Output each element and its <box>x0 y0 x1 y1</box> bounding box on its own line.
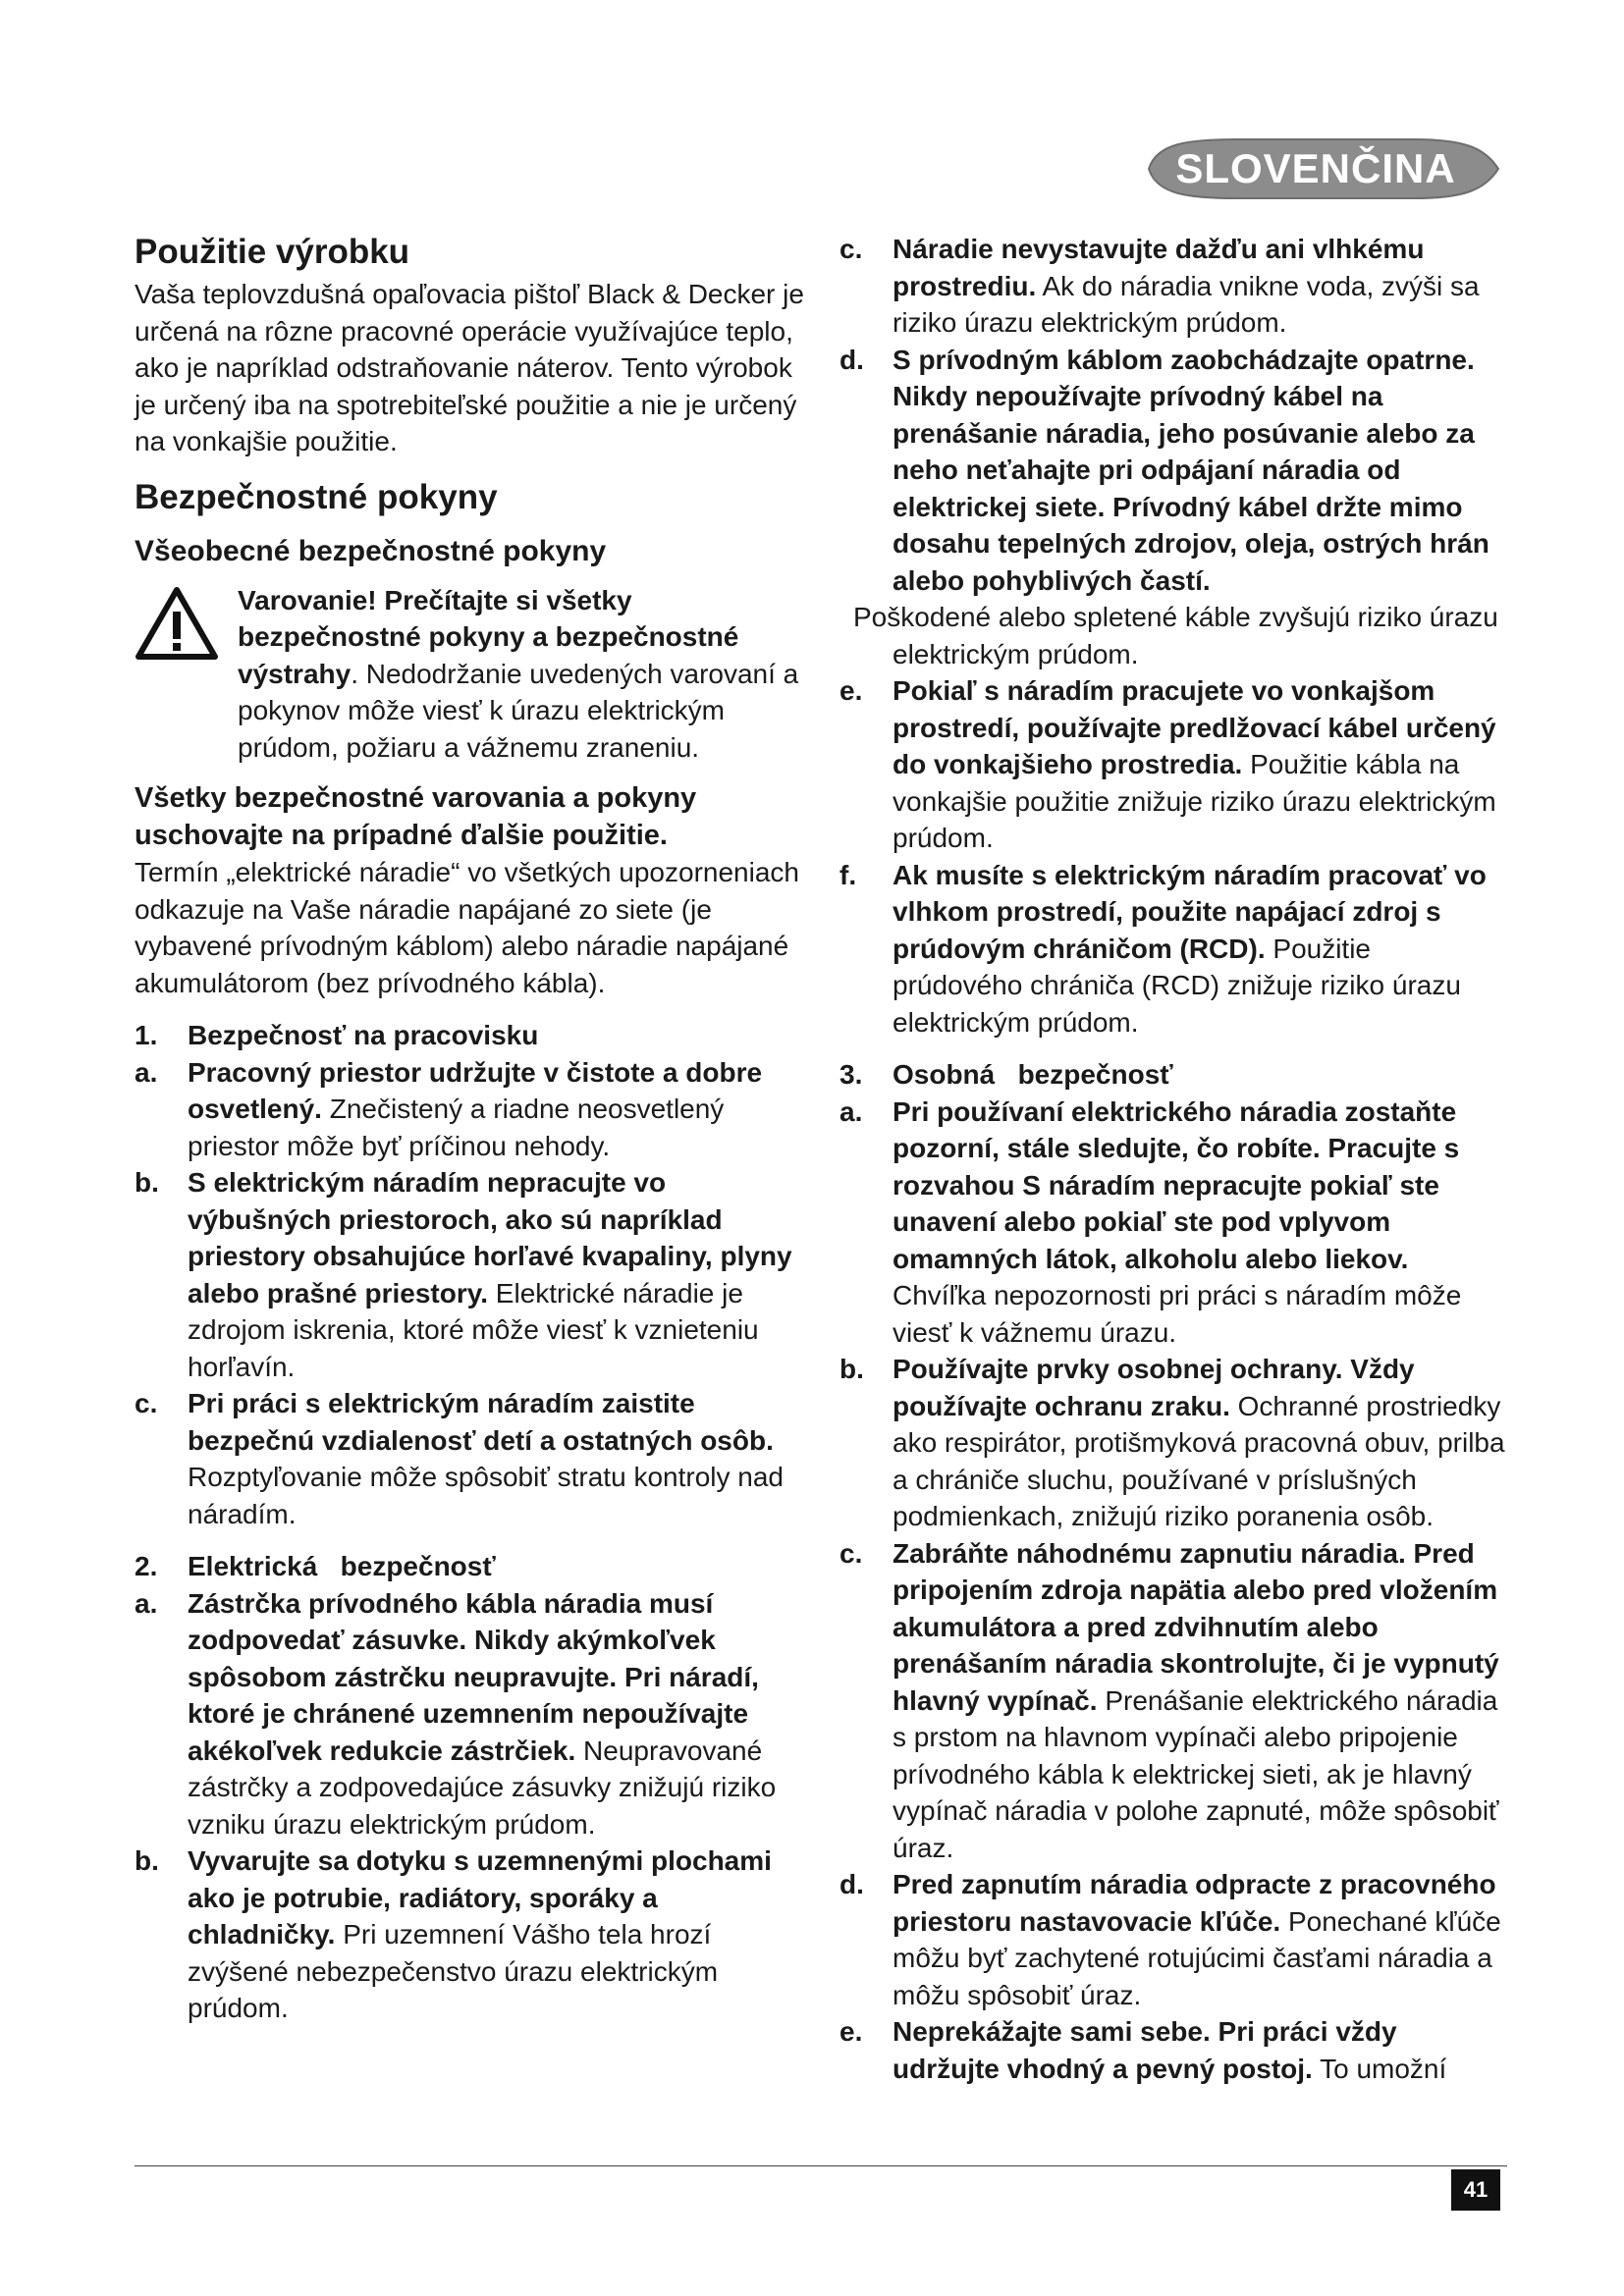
item-text: To umožní <box>1312 2053 1447 2084</box>
item-bold: Zabráňte náhodnému zapnutiu náradia. Pred pripojením zdroja napätia alebo pred vložením akumulátora a pred zdvihnutím alebo prenášaním náradia skontrolujte, či je vypnutý hlavný vypínač. <box>893 1537 1499 1716</box>
item-mark: d. <box>839 344 864 375</box>
item-text: Použitie prúdového chrániča (RCD) znižuje riziko úrazu elektrickým prúdom. <box>893 933 1461 1038</box>
item-bold: Pred zapnutím náradia odpracte z pracovného priestoru nastavovacie kľúče. <box>893 1869 1496 1937</box>
item-text: Prenášanie elektrického náradia s prstom na hlavnom vypínači alebo pripojenie prívodného kábla k elektrickej sieti, ak je hlavný vypínač náradia v polohe zapnuté, môže spôsobiť úraz. <box>893 1684 1499 1863</box>
list-item <box>839 672 1507 857</box>
item-text: Neupravované zástrčky a zodpovedajúce zásuvky znižujú riziko vzniku úrazu elektrickým prúdom. <box>188 1735 777 1840</box>
item-bold: Neprekážajte sami sebe. Pri práci vždy udržujte vhodný a pevný postoj. <box>893 2016 1397 2084</box>
section-2-number: 2. <box>135 1551 158 1581</box>
warning-block <box>135 582 812 767</box>
item-text: Ak do náradia vnikne voda, zvýši sa riziko úrazu elektrickým prúdom. <box>893 270 1480 338</box>
left-column <box>135 231 812 2027</box>
usage-text: Vaša teplovzdušná opaľovacia pištoľ Black & Decker je určená na rôzne pracovné operácie využívajúce teplo, ako je napríklad odstraňovanie náterov. Tento výrobok je určený iba na spotrebiteľské použitie a nie je určený na vonkajšie použitie. <box>135 279 804 456</box>
list-item <box>135 1054 812 1165</box>
item-mark: b. <box>135 1167 159 1198</box>
keep-instructions-text: Termín „elektrické náradie“ vo všetkých upozorneniach odkazuje na Vaše náradie napájané zo siete (je vybavené prívodným káblom) alebo náradie napájané akumulátorom (bez prívodného kábla). <box>135 857 799 998</box>
list-item <box>839 2013 1507 2087</box>
item-text: Ponechané kľúče môžu byť zachytené rotujúcimi časťami náradia a môžu spôsobiť úraz. <box>893 1905 1501 2010</box>
item-mark: b. <box>839 1354 864 1384</box>
item-text: Elektrické náradie je zdrojom iskrenia, ktoré môže viesť k vznieteniu horľavín. <box>188 1277 759 1382</box>
item-mark: c. <box>135 1388 158 1418</box>
section-3-number: 3. <box>839 1059 863 1090</box>
section-2-title: Elektrická bezpečnosť <box>188 1551 496 1581</box>
general-safety-subtitle: Všeobecné bezpečnostné pokyny <box>135 534 607 567</box>
list-item <box>135 1585 812 1843</box>
item-bold: Zástrčka prívodného kábla náradia musí zodpovedať zásuvke. Nikdy akýmkoľvek spôsobom zástrčku neupravujte. Pri náradí, ktoré je chránené uzemnením nepoužívajte akékoľvek redukcie zástrčiek. <box>188 1587 759 1766</box>
item-bold: Ak musíte s elektrickým náradím pracovať vo vlhkom prostredí, použite napájací zdroj s prúdovým chráničom (RCD). <box>893 859 1487 964</box>
right-column <box>839 231 1507 2087</box>
section-3-heading <box>839 1056 1507 1094</box>
warning-triangle-icon <box>135 586 219 661</box>
safety-title: Bezpečnostné pokyny <box>135 477 498 516</box>
footer-divider <box>135 2165 1507 2166</box>
keep-instructions-bold: Všetky bezpečnostné varovania a pokyny uschovajte na prípadné ďalšie použitie. <box>135 782 697 851</box>
item-bold: Pokiaľ s náradím pracujete vo vonkajšom prostredí, používajte predlžovací kábel určený do vonkajšieho prostredia. <box>893 675 1496 779</box>
item-text: Chvíľka nepozornosti pri práci s náradím môže viesť k vážnemu úrazu. <box>893 1280 1462 1348</box>
list-item <box>839 857 1507 1041</box>
item-bold: S elektrickým náradím nepracujte vo výbušných priestoroch, ako sú napríklad priestory obsahujúce horľavé kvapaliny, plyny alebo prašné priestory. <box>188 1167 792 1308</box>
item-mark: c. <box>839 1537 863 1569</box>
item-mark: a. <box>839 1095 863 1127</box>
item-bold: Pri práci s elektrickým náradím zaistite bezpečnú vzdialenosť detí a ostatných osôb. <box>188 1388 774 1456</box>
item-mark: e. <box>839 2016 863 2047</box>
item-bold: Vyvarujte sa dotyku s uzemnenými plochami ako je potrubie, radiátory, sporáky a chladničky. <box>188 1845 772 1949</box>
warning-bold: Varovanie! Prečítajte si všetky bezpečnostné pokyny a bezpečnostné výstrahy <box>238 584 739 689</box>
language-tab <box>1129 137 1502 200</box>
section-3-title: Osobná bezpečnosť <box>893 1059 1173 1090</box>
item-bold: S prívodným káblom zaobchádzajte opatrne. Nikdy nepoužívajte prívodný kábel na prenášanie náradia, jeho posúvanie alebo za neho neťahajte pri odpájaní náradia od elektrickej siete. Prívodný kábel držte mimo dosahu tepelných zdrojov, oleja, ostrých hrán alebo pohyblivých častí. <box>893 344 1489 596</box>
page-number: 41 <box>1451 2169 1500 2211</box>
item-mark: f. <box>839 859 857 890</box>
item-bold: Používajte prvky osobnej ochrany. Vždy používajte ochranu zraku. <box>893 1354 1415 1421</box>
item-text: Pri uzemnení Vášho tela hrozí zvýšené nebezpečenstvo úrazu elektrickým prúdom. <box>188 1919 719 2023</box>
item-text: Použitie kábla na vonkajšie použitie znižuje riziko úrazu elektrickým prúdom. <box>893 749 1496 853</box>
item-mark: b. <box>135 1845 159 1876</box>
list-item <box>135 1164 812 1385</box>
item-mark: c. <box>839 234 863 264</box>
item-mark: a. <box>135 1587 158 1619</box>
language-label: SLOVENČINA <box>1175 145 1456 191</box>
list-item <box>839 1535 1507 1867</box>
list-item <box>839 1094 1507 1352</box>
list-item <box>839 1866 1507 2013</box>
item-bold: Náradie nevystavujte dažďu ani vlhkému prostrediu. <box>893 234 1425 301</box>
section-2-heading <box>135 1548 812 1585</box>
usage-title: Použitie výrobku <box>135 233 410 271</box>
list-item <box>839 342 1507 600</box>
item-bold: Pracovný priestor udržujte v čistote a dobre osvetlený. <box>188 1056 763 1124</box>
item-bold: Pri používaní elektrického náradia zostaňte pozorní, stále sledujte, čo robíte. Pracujte s rozvahou S náradím nepracujte pokiaľ ste unavení alebo pokiaľ ste pod vplyvom omamných látok, alkoholu alebo liekov. <box>893 1095 1460 1274</box>
list-item <box>135 1842 812 2027</box>
section-1-number: 1. <box>135 1020 158 1050</box>
warning-text: . Nedodržanie uvedených varovaní a pokynov môže viesť k úrazu elektrickým prúdom, požiaru a vážnemu zraneniu. <box>238 658 799 763</box>
list-item <box>135 1385 812 1532</box>
item-text: Znečistený a riadne neosvetlený priestor môže byť príčinou nehody. <box>188 1094 725 1161</box>
item-d-continued: Poškodené alebo spletené káble zvyšujú riziko úrazu elektrickým prúdom. <box>853 602 1498 669</box>
item-mark: a. <box>135 1056 158 1088</box>
item-text: Ochranné prostriedky ako respirátor, protišmyková pracovná obuv, prilba a chrániče sluchu, používané v príslušných podmienkach, znižujú riziko poranenia osôb. <box>893 1390 1505 1531</box>
item-mark: d. <box>839 1869 864 1899</box>
section-1-heading <box>135 1017 812 1054</box>
item-mark: e. <box>839 675 863 706</box>
section-1-title: Bezpečnosť na pracovisku <box>188 1020 539 1050</box>
list-item <box>839 231 1507 342</box>
item-text: Rozptyľovanie môže spôsobiť stratu kontroly nad náradím. <box>188 1462 784 1529</box>
list-item <box>839 1351 1507 1535</box>
